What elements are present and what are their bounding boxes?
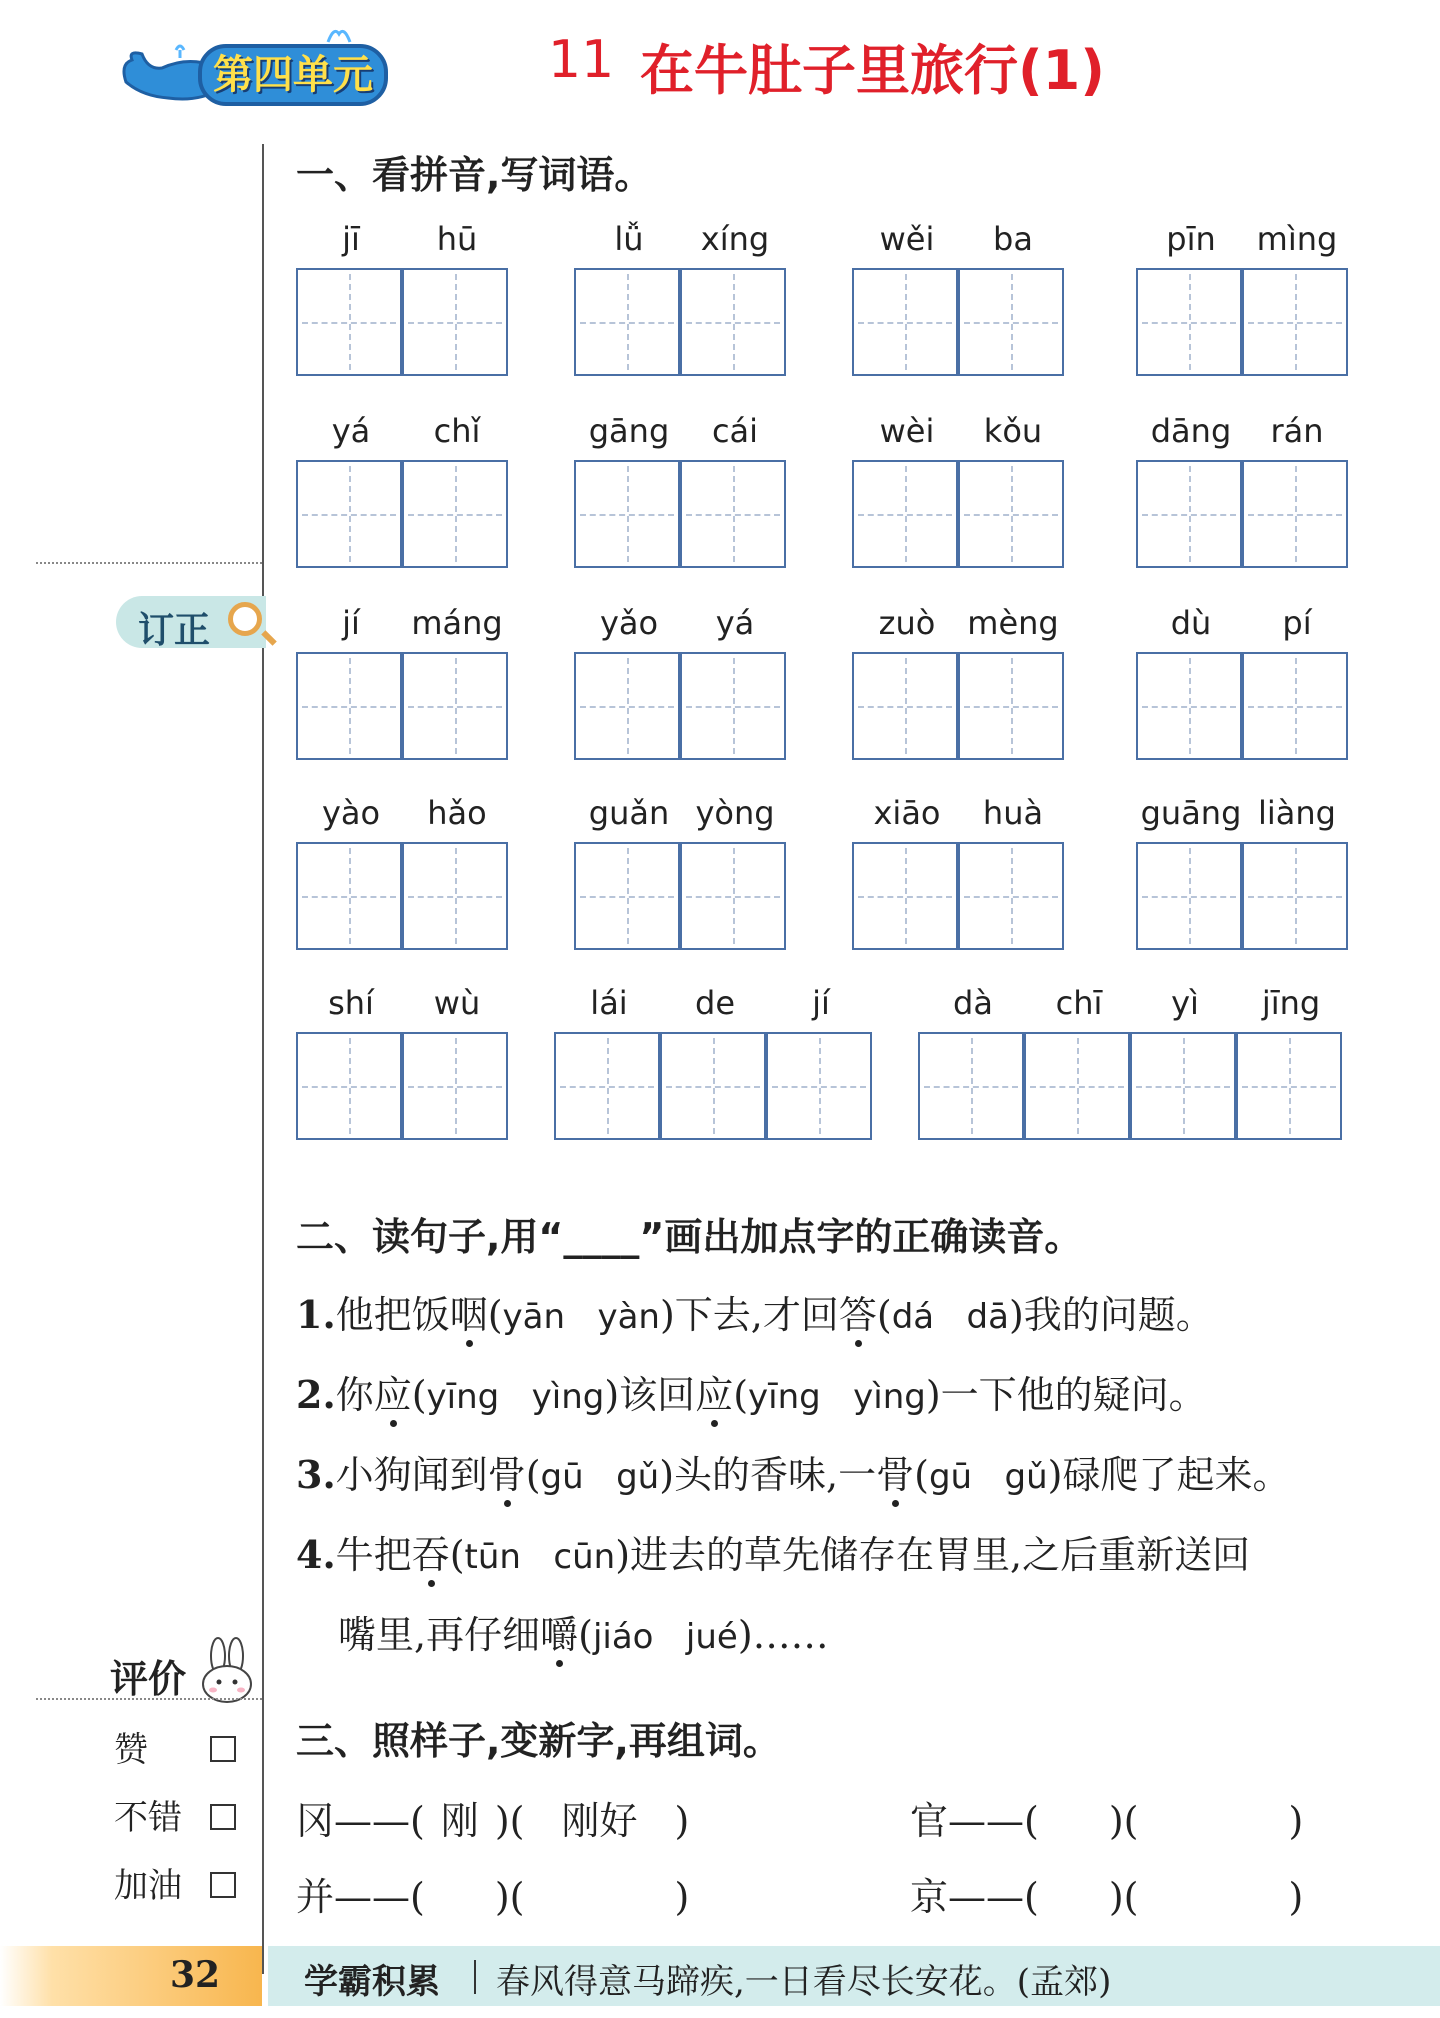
sentence-text: )下去,才回	[659, 1293, 839, 1337]
exercise-text: )(	[494, 1875, 525, 1919]
sentence-text: )该回	[604, 1373, 696, 1417]
writing-cell[interactable]	[852, 604, 958, 760]
sentence-text: 他把饭	[335, 1293, 450, 1337]
sentence-number: 2.	[296, 1372, 336, 1417]
writing-cell[interactable]	[574, 220, 680, 376]
writing-cell[interactable]	[1242, 604, 1348, 760]
exercise-text: 并——(	[296, 1875, 425, 1919]
pinyin-label: cái	[711, 412, 759, 450]
sentence-number: 3.	[296, 1452, 336, 1497]
writing-cell[interactable]	[296, 412, 402, 568]
evaluation-title: 评价	[110, 1657, 187, 1701]
sentence-text: (	[876, 1293, 892, 1337]
pinyin-label: dù	[1170, 604, 1212, 642]
exercise-text: )	[1288, 1875, 1304, 1919]
pinyin-options[interactable]: yīng yìng	[748, 1377, 926, 1417]
writing-cell[interactable]	[958, 794, 1064, 950]
sentence-text: (	[578, 1613, 593, 1657]
writing-cell[interactable]	[1242, 412, 1348, 568]
sentence-text: )……	[737, 1613, 829, 1657]
section1-title: 一、看拼音,写词语。	[296, 153, 653, 197]
bunny-icon	[196, 1636, 258, 1706]
writing-cell[interactable]	[1242, 794, 1348, 950]
pinyin-label: rán	[1270, 412, 1324, 450]
pinyin-label: xíng	[700, 220, 770, 258]
pinyin-label: gāng	[588, 412, 670, 450]
pinyin-label: mèng	[967, 604, 1059, 642]
sentence-number: 1.	[296, 1292, 336, 1337]
exercise-text: )	[1288, 1799, 1304, 1843]
pinyin-label: kǒu	[983, 412, 1043, 450]
exercise-text: )(	[1108, 1875, 1139, 1919]
pinyin-label: hǎo	[427, 794, 487, 832]
margin-dotted-line	[36, 562, 262, 564]
character-exercise	[296, 1866, 689, 1921]
sentence-text: )碌爬了起来。	[1047, 1453, 1291, 1497]
pinyin-label: yá	[331, 412, 371, 450]
writing-cell[interactable]	[660, 984, 766, 1140]
pinyin-label: yào	[321, 794, 381, 832]
footer-label: 学霸积累	[304, 1962, 440, 2002]
sentence-text: (	[449, 1533, 465, 1577]
sentence-text: 你	[335, 1373, 374, 1417]
pinyin-label: jīng	[1261, 984, 1321, 1022]
dotted-character: 嚼	[540, 1613, 579, 1657]
lesson-title: 在牛肚子里旅行(1)	[640, 39, 1105, 102]
sentence-2	[296, 1364, 1207, 1419]
writing-cell[interactable]	[680, 794, 786, 950]
exercise-text: 京——(	[910, 1875, 1039, 1919]
evaluation-checkbox-excellent[interactable]	[210, 1736, 236, 1762]
pinyin-label: wěi	[879, 220, 935, 258]
pinyin-label: wèi	[879, 412, 935, 450]
evaluation-option-keep-going: 加油	[114, 1866, 182, 1906]
magnifier-icon	[228, 602, 262, 636]
section3-title: 三、照样子,变新字,再组词。	[296, 1719, 781, 1763]
writing-cell[interactable]	[1136, 794, 1242, 950]
sentence-text: )我的问题。	[1008, 1293, 1214, 1337]
writing-cell[interactable]	[680, 220, 786, 376]
writing-cell[interactable]	[958, 412, 1064, 568]
answer-blank[interactable]	[425, 1875, 495, 1919]
sentence-text: )头的香味,一	[659, 1453, 877, 1497]
pinyin-label: mìng	[1256, 220, 1338, 258]
dotted-character: 骨	[487, 1453, 526, 1497]
writing-cell[interactable]	[402, 604, 508, 760]
answer-blank[interactable]	[1039, 1875, 1109, 1919]
pinyin-label: hū	[436, 220, 478, 258]
pinyin-label: ba	[993, 220, 1033, 258]
exercise-text: )	[674, 1875, 690, 1919]
writing-cell[interactable]	[1136, 220, 1242, 376]
evaluation-option-good: 不错	[114, 1798, 182, 1838]
pinyin-label: yì	[1171, 984, 1199, 1022]
sentence-1	[296, 1284, 1214, 1339]
writing-cell[interactable]	[296, 220, 402, 376]
sentence-3	[296, 1444, 1290, 1499]
margin-divider	[262, 144, 264, 1974]
exercise-text: )	[674, 1799, 690, 1843]
pinyin-options[interactable]: gū gǔ	[928, 1457, 1048, 1497]
sentence-text: 牛把	[335, 1533, 412, 1577]
answer-blank[interactable]	[1138, 1875, 1288, 1919]
pinyin-label: jí	[342, 604, 360, 642]
pinyin-label: guǎn	[588, 794, 670, 832]
writing-cell[interactable]	[958, 604, 1064, 760]
writing-cell[interactable]	[1136, 604, 1242, 760]
sentence-text: )一下他的疑问。	[925, 1373, 1207, 1417]
answer-blank[interactable]: 刚好	[549, 1799, 650, 1843]
section2-title: 二、读句子,用“____”画出加点字的正确读音。	[296, 1215, 1083, 1259]
writing-cell[interactable]	[402, 412, 508, 568]
dotted-character: 吞	[411, 1533, 450, 1577]
pinyin-label: chǐ	[433, 412, 481, 450]
writing-cell[interactable]	[296, 604, 402, 760]
pinyin-label: guāng	[1140, 794, 1242, 832]
writing-cell[interactable]	[402, 984, 508, 1140]
dotted-character: 应	[373, 1373, 412, 1417]
writing-cell[interactable]	[680, 412, 786, 568]
pinyin-label: shí	[328, 984, 374, 1022]
pinyin-label: pí	[1282, 604, 1312, 642]
evaluation-dotted-line	[36, 1698, 262, 1700]
sentence-text: (	[914, 1453, 929, 1497]
writing-cell[interactable]	[852, 412, 958, 568]
page-number: 32	[170, 1954, 221, 1996]
answer-blank[interactable]	[524, 1875, 674, 1919]
writing-cell[interactable]	[1136, 412, 1242, 568]
writing-cell[interactable]	[1236, 984, 1342, 1140]
sentence-4	[296, 1524, 1250, 1579]
character-exercise	[910, 1866, 1303, 1921]
pinyin-label: xiāo	[873, 794, 941, 832]
evaluation-checkbox-keep-going[interactable]	[210, 1872, 236, 1898]
writing-cell[interactable]	[852, 794, 958, 950]
writing-cell[interactable]	[1130, 984, 1236, 1140]
pinyin-label: pīn	[1166, 220, 1216, 258]
pinyin-label: yǎo	[599, 604, 659, 642]
exercise-text: )(	[494, 1799, 525, 1843]
writing-cell[interactable]	[852, 220, 958, 376]
exercise-text: )(	[1108, 1799, 1139, 1843]
pinyin-label: yá	[715, 604, 755, 642]
writing-cell[interactable]	[766, 984, 872, 1140]
pinyin-label: lái	[590, 984, 628, 1022]
pinyin-options[interactable]: dá dā	[891, 1297, 1009, 1337]
answer-blank[interactable]	[1039, 1799, 1109, 1843]
writing-cell[interactable]	[918, 984, 1024, 1140]
writing-cell[interactable]	[1242, 220, 1348, 376]
sentence-number: 4.	[296, 1532, 336, 1577]
pinyin-label: dāng	[1150, 412, 1232, 450]
pinyin-label: de	[695, 984, 735, 1022]
pinyin-label: chī	[1055, 984, 1103, 1022]
writing-cell[interactable]	[402, 794, 508, 950]
pinyin-label: jí	[812, 984, 830, 1022]
pinyin-options[interactable]: yān yàn	[502, 1297, 660, 1337]
answer-blank[interactable]: 刚	[428, 1799, 491, 1843]
sentence-text: )进去的草先储存在胃里,之后重新送回	[615, 1533, 1251, 1577]
character-exercise	[910, 1790, 1303, 1845]
pinyin-label: zuò	[878, 604, 936, 642]
pinyin-label: wù	[433, 984, 481, 1022]
evaluation-option-excellent: 赞	[114, 1730, 148, 1770]
pinyin-options[interactable]: tūn cūn	[464, 1537, 616, 1577]
writing-cell[interactable]	[680, 604, 786, 760]
exercise-text: 官——(	[910, 1799, 1039, 1843]
sentence-text: (	[487, 1293, 503, 1337]
footer-separator	[474, 1960, 476, 1994]
pinyin-label: jī	[342, 220, 360, 258]
writing-cell[interactable]	[296, 794, 402, 950]
footer-quote: 春风得意马蹄疾,一日看尽长安花。(孟郊)	[496, 1962, 1112, 2002]
pinyin-label: dà	[953, 984, 993, 1022]
exercise-text: 冈——(	[296, 1799, 425, 1843]
pinyin-label: liàng	[1258, 794, 1336, 832]
dotted-character: 咽	[449, 1293, 488, 1337]
sentence-4-continued	[338, 1604, 829, 1659]
writing-cell[interactable]	[574, 794, 680, 950]
evaluation-checkbox-good[interactable]	[210, 1804, 236, 1830]
sentence-text: (	[733, 1373, 749, 1417]
writing-cell[interactable]	[1024, 984, 1130, 1140]
dotted-character: 应	[695, 1373, 734, 1417]
dotted-character: 答	[838, 1293, 877, 1337]
writing-cell[interactable]	[554, 984, 660, 1140]
writing-cell[interactable]	[574, 412, 680, 568]
water-spout-icon	[324, 22, 354, 46]
sentence-text: (	[411, 1373, 427, 1417]
correction-label: 订正	[138, 610, 211, 651]
lesson-number: 11	[548, 30, 615, 90]
footer-quote-bar	[268, 1946, 1440, 2006]
dotted-character: 骨	[876, 1453, 915, 1497]
character-exercise	[296, 1790, 689, 1845]
unit-label: 第四单元	[213, 52, 373, 98]
answer-blank[interactable]	[1138, 1799, 1288, 1843]
pinyin-options[interactable]: jiáo jué	[592, 1617, 738, 1657]
sentence-text: 小狗闻到	[335, 1453, 488, 1497]
writing-cell[interactable]	[574, 604, 680, 760]
pinyin-label: lǚ	[614, 220, 644, 258]
pinyin-label: huà	[982, 794, 1044, 832]
pinyin-options[interactable]: gū gǔ	[540, 1457, 660, 1497]
writing-cell[interactable]	[958, 220, 1064, 376]
pinyin-label: yòng	[695, 794, 775, 832]
sentence-text: 嘴里,再仔细	[338, 1613, 541, 1657]
writing-cell[interactable]	[296, 984, 402, 1140]
sentence-text: (	[525, 1453, 541, 1497]
writing-cell[interactable]	[402, 220, 508, 376]
page-number-tab	[0, 1946, 262, 2006]
pinyin-label: máng	[411, 604, 503, 642]
correction-tab	[116, 596, 266, 651]
pinyin-options[interactable]: yīng yìng	[426, 1377, 605, 1417]
unit-badge	[118, 36, 383, 102]
